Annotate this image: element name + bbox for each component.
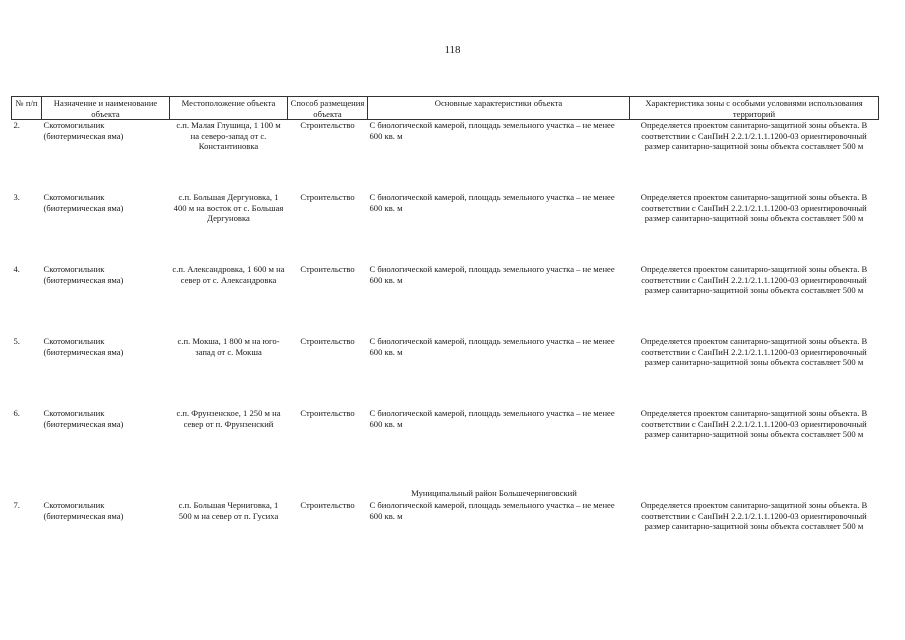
row-num: 4.	[13, 264, 20, 275]
row-name: Скотомогильник (биотермическая яма)	[43, 264, 124, 285]
row-num: 2.	[13, 120, 20, 131]
district-heading: Муниципальный район Большечерниговский	[411, 487, 577, 498]
row-num: 6.	[13, 408, 20, 419]
table-row	[12, 120, 879, 193]
row-num: 7.	[13, 500, 20, 511]
table-row	[12, 192, 879, 264]
row-zone: Определяется проектом санитарно-защитной зоны объекта. В соответствии с СанПиН 2.2.1/2.1.1.1200-03 ориентировочный размер санитарно-защитной зоны объекта составляет 500 м	[640, 120, 868, 152]
row-method: Строительство	[300, 120, 355, 131]
row-name: Скотомогильник (биотермическая яма)	[43, 500, 124, 521]
row-characteristics: С биологической камерой, площадь земельного участка – не менее 600 кв. м	[369, 120, 615, 141]
table-row	[12, 408, 879, 480]
row-name: Скотомогильник (биотермическая яма)	[43, 336, 124, 357]
row-zone: Определяется проектом санитарно-защитной зоны объекта. В соответствии с СанПиН 2.2.1/2.1.1.1200-03 ориентировочный размер санитарно-защитной зоны объекта составляет 500 м	[640, 336, 868, 368]
table-header-row	[12, 97, 879, 120]
row-method: Строительство	[300, 408, 355, 419]
row-location: с.п. Малая Глушица, 1 100 м на северо-запад от с. Константиновка	[176, 120, 281, 152]
row-name: Скотомогильник (биотермическая яма)	[43, 192, 124, 213]
row-name: Скотомогильник (биотермическая яма)	[43, 408, 124, 429]
row-zone: Определяется проектом санитарно-защитной зоны объекта. В соответствии с СанПиН 2.2.1/2.1.1.1200-03 ориентировочный размер санитарно-защитной зоны объекта составляет 500 м	[640, 500, 868, 532]
table-row	[12, 264, 879, 336]
header-location: Местоположение объекта	[170, 97, 288, 120]
row-characteristics: С биологической камерой, площадь земельного участка – не менее 600 кв. м	[369, 408, 615, 429]
header-name: Назначение и наименование объекта	[42, 97, 170, 120]
header-num: № п/п	[12, 97, 42, 120]
row-location: с.п. Александровка, 1 600 м на север от с. Александровка	[172, 264, 285, 285]
row-zone: Определяется проектом санитарно-защитной зоны объекта. В соответствии с СанПиН 2.2.1/2.1.1.1200-03 ориентировочный размер санитарно-защитной зоны объекта составляет 500 м	[640, 264, 868, 296]
row-zone: Определяется проектом санитарно-защитной зоны объекта. В соответствии с СанПиН 2.2.1/2.1.1.1200-03 ориентировочный размер санитарно-защитной зоны объекта составляет 500 м	[640, 192, 868, 224]
row-characteristics: С биологической камерой, площадь земельного участка – не менее 600 кв. м	[369, 500, 615, 521]
row-location: с.п. Большая Черниговка, 1 500 м на север от п. Гусиха	[178, 500, 279, 521]
row-method: Строительство	[300, 264, 355, 275]
row-location: с.п. Большая Дергуновка, 1 400 м на восток от с. Большая Дергуновка	[173, 192, 284, 224]
row-num: 5.	[13, 336, 20, 347]
header-zone: Характеристика зоны с особыми условиями использования территорий	[630, 97, 879, 120]
table-row	[12, 500, 879, 572]
row-characteristics: С биологической камерой, площадь земельного участка – не менее 600 кв. м	[369, 264, 615, 285]
table-row	[12, 336, 879, 408]
row-characteristics: С биологической камерой, площадь земельного участка – не менее 600 кв. м	[369, 336, 615, 357]
row-method: Строительство	[300, 336, 355, 347]
row-name: Скотомогильник (биотермическая яма)	[43, 120, 124, 141]
row-characteristics: С биологической камерой, площадь земельного участка – не менее 600 кв. м	[369, 192, 615, 213]
row-zone: Определяется проектом санитарно-защитной зоны объекта. В соответствии с СанПиН 2.2.1/2.1.1.1200-03 ориентировочный размер санитарно-защитной зоны объекта составляет 500 м	[640, 408, 868, 440]
header-method: Способ размещения объекта	[288, 97, 368, 120]
row-location: с.п. Фрунзенское, 1 250 м на север от п. Фрунзенский	[176, 408, 281, 429]
page-number: 118	[444, 44, 461, 56]
row-location: с.п. Мокша, 1 800 м на юго-запад от с. Мокша	[177, 336, 280, 357]
header-characteristics: Основные характеристики объекта	[368, 97, 630, 120]
row-method: Строительство	[300, 500, 355, 511]
district-heading-row	[12, 480, 879, 500]
row-num: 3.	[13, 192, 20, 203]
objects-table	[11, 96, 879, 572]
row-method: Строительство	[300, 192, 355, 203]
